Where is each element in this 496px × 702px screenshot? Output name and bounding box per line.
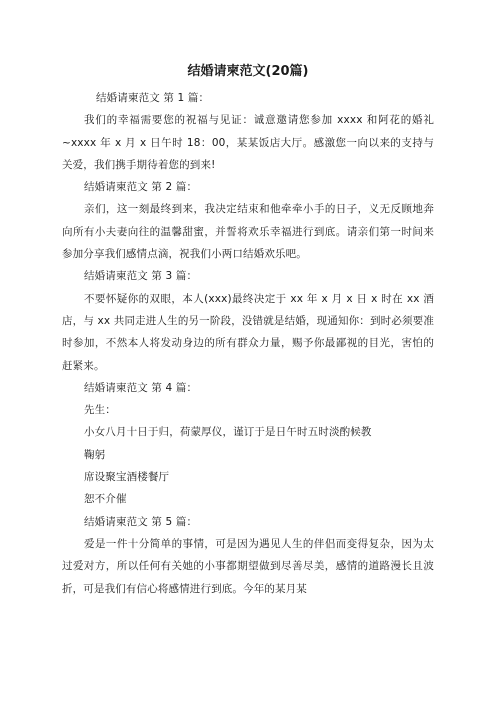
section-paragraph-5: 爱是一件十分简单的事情，可是因为遇见人生的伴侣而变得复杂，因为太过爱对方，所以任何有关她的小事都期望做到尽善尽美，感情的道路漫长且波折，可是我们有信心将感情进行到底。今年的某月某 — [62, 537, 434, 595]
section-heading-5: 结婚请柬范文 第 5 篇： — [84, 515, 198, 528]
document-title: 结婚请柬范文(20篇) — [187, 64, 309, 79]
section-paragraph-2: 亲们，这一刻最终到来，我决定结束和他牵牵小手的日子，义无反顾地奔向所有小夫妻向往的温馨甜蜜，并誓将欢乐幸福进行到底。请亲们第一时间来参加分享我们感情点滴，祝我们小两口结婚欢乐吧。 — [62, 203, 434, 261]
section-4-line-5: 恕不介催 — [84, 493, 127, 506]
section-heading-3: 结婚请柬范文 第 3 篇： — [84, 270, 198, 283]
section-paragraph-1: 我们的幸福需要您的祝福与见证：诚意邀请您参加 xxxx 和阿花的婚礼~xxxx 年 x 月 x 日午时 18：00，某某饭店大厅。感激您一向以来的支持与关爱，我们携手期待着您的到来! — [62, 114, 434, 171]
section-4-line-4: 席设聚宝酒楼餐厅 — [84, 471, 170, 484]
section-heading-1: 结婚请柬范文 第 1 篇： — [96, 92, 210, 104]
section-4-line-2: 小女八月十日于归，荷蒙厚仪，谨订于是日午时五时淡酌候教 — [84, 426, 372, 439]
section-4-line-3: 鞠躬 — [84, 448, 106, 461]
section-heading-2: 结婚请柬范文 第 2 篇： — [84, 181, 198, 194]
section-4-line-1: 先生： — [84, 404, 116, 417]
section-heading-4: 结婚请柬范文 第 4 篇： — [84, 381, 198, 394]
section-paragraph-3: 不要怀疑你的双眼，本人(xxx)最终决定于 xx 年 x 月 x 日 x 时在 xx 酒店，与 xx 共同走进人生的另一阶段，没错就是结婚，现通知你：到时必须要准时参加，不然本人将发动身边的所有群众力量，赐予你最鄙视的目光，害怕的赶紧来。 — [62, 292, 434, 372]
document-body — [62, 87, 434, 600]
